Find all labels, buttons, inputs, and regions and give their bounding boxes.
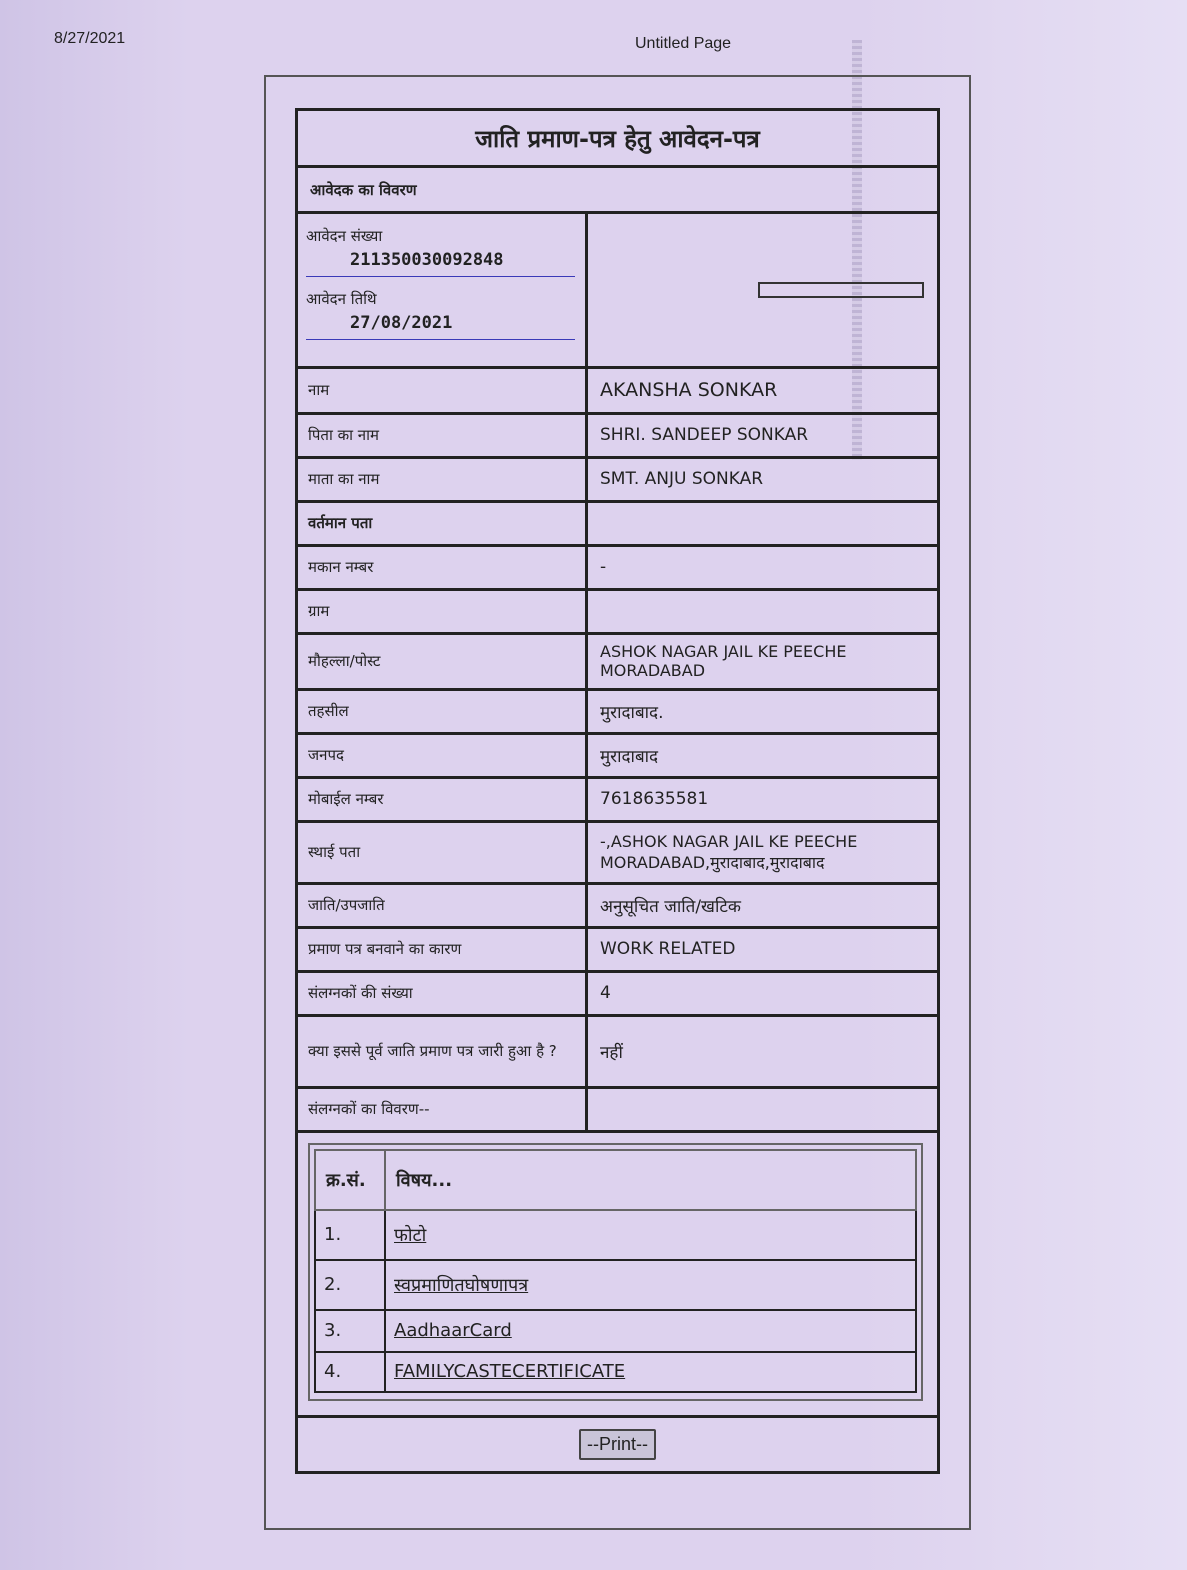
- field-value: नहीं: [587, 1015, 939, 1087]
- field-label: वर्तमान पता: [297, 501, 587, 545]
- divider: [306, 276, 575, 277]
- field-label: मौहल्ला/पोस्ट: [297, 633, 587, 689]
- field-value: [587, 589, 939, 633]
- attachments-header-row: [315, 1150, 916, 1210]
- field-value: [587, 1087, 939, 1131]
- field-value: मुरादाबाद.: [587, 689, 939, 733]
- application-date-label: आवेदन तिथि: [306, 290, 377, 308]
- attachment-row: [315, 1352, 916, 1392]
- print-page-title: Untitled Page: [635, 35, 732, 52]
- divider: [306, 339, 575, 340]
- field-row-reason: [297, 927, 939, 971]
- field-value: ASHOK NAGAR JAIL KE PEECHE MORADABAD: [587, 633, 939, 689]
- field-label: जनपद: [297, 733, 587, 777]
- field-label: तहसील: [297, 689, 587, 733]
- field-label: मकान नम्बर: [297, 545, 587, 589]
- field-row-district: [297, 733, 939, 777]
- field-row-attachment-details: [297, 1087, 939, 1131]
- field-label: प्रमाण पत्र बनवाने का कारण: [297, 927, 587, 971]
- attachment-link-aadhaar-card[interactable]: AadhaarCard: [394, 1320, 512, 1341]
- field-label: संलग्नकों का विवरण--: [297, 1087, 587, 1131]
- field-value: SHRI. SANDEEP SONKAR: [587, 413, 939, 457]
- attachment-serial: 3.: [315, 1310, 385, 1352]
- field-value: अनुसूचित जाति/खटिक: [587, 883, 939, 927]
- field-label: मोबाईल नम्बर: [297, 777, 587, 821]
- application-number-label: आवेदन संख्या: [306, 227, 383, 245]
- field-row-previous-certificate: [297, 1015, 939, 1087]
- field-label: पिता का नाम: [297, 413, 587, 457]
- applicant-fields-table: [295, 369, 940, 1133]
- attachment-cell: [385, 1352, 916, 1392]
- field-label: ग्राम: [297, 589, 587, 633]
- application-details: [298, 214, 588, 366]
- field-row-mobile: [297, 777, 939, 821]
- print-button[interactable]: --Print--: [579, 1429, 656, 1460]
- attachment-cell: [385, 1310, 916, 1352]
- field-row-tehsil: [297, 689, 939, 733]
- attachment-cell: [385, 1210, 916, 1260]
- field-row-mother-name: [297, 457, 939, 501]
- field-label: क्या इससे पूर्व जाति प्रमाण पत्र जारी हुआ है ?: [297, 1015, 587, 1087]
- field-label: जाति/उपजाति: [297, 883, 587, 927]
- attachment-serial: 4.: [315, 1352, 385, 1392]
- attachment-row: [315, 1210, 916, 1260]
- field-row-attachment-count: [297, 971, 939, 1015]
- field-value: [587, 501, 939, 545]
- empty-box: [758, 282, 924, 298]
- field-row-locality: [297, 633, 939, 689]
- caste-certificate-form: [295, 108, 940, 1474]
- attachment-serial: 1.: [315, 1210, 385, 1260]
- print-row: [295, 1418, 940, 1474]
- attachment-serial: 2.: [315, 1260, 385, 1310]
- field-value: -,ASHOK NAGAR JAIL KE PEECHE MORADABAD,मुरादाबाद,मुरादाबाद: [587, 821, 939, 883]
- field-row-current-address: [297, 501, 939, 545]
- attachment-cell: [385, 1260, 916, 1310]
- serial-header: क्र.सं.: [315, 1150, 385, 1210]
- field-row-house-number: [297, 545, 939, 589]
- attachment-row: [315, 1260, 916, 1310]
- attachments-section: [295, 1133, 940, 1418]
- form-title: जाति प्रमाण-पत्र हेतु आवेदन-पत्र: [295, 108, 940, 168]
- field-value: AKANSHA SONKAR: [587, 369, 939, 413]
- subject-header: विषय...: [385, 1150, 916, 1210]
- application-date: 27/08/2021: [350, 313, 453, 333]
- field-label: नाम: [297, 369, 587, 413]
- print-date: 8/27/2021: [54, 30, 126, 47]
- attachment-link-family-caste-certificate[interactable]: FAMILYCASTECERTIFICATE: [394, 1361, 626, 1382]
- field-row-village: [297, 589, 939, 633]
- attachments-table: [314, 1149, 917, 1393]
- field-value: SMT. ANJU SONKAR: [587, 457, 939, 501]
- attachments-box: [308, 1143, 923, 1401]
- field-value: WORK RELATED: [587, 927, 939, 971]
- photo-area: [588, 214, 937, 366]
- field-label: संलग्नकों की संख्या: [297, 971, 587, 1015]
- application-info: [295, 214, 940, 369]
- field-row-permanent-address: [297, 821, 939, 883]
- field-value: मुरादाबाद: [587, 733, 939, 777]
- scan-shade-left: [0, 0, 190, 1570]
- field-row-caste: [297, 883, 939, 927]
- field-value: 4: [587, 971, 939, 1015]
- field-label: माता का नाम: [297, 457, 587, 501]
- section-label: आवेदक का विवरण: [295, 168, 940, 214]
- field-row-name: [297, 369, 939, 413]
- field-row-father-name: [297, 413, 939, 457]
- field-value: -: [587, 545, 939, 589]
- field-label: स्थाई पता: [297, 821, 587, 883]
- application-number: 211350030092848: [350, 250, 504, 270]
- attachment-link-photo[interactable]: फोटो: [394, 1224, 427, 1246]
- attachment-row: [315, 1310, 916, 1352]
- field-value: 7618635581: [587, 777, 939, 821]
- attachment-link-self-declaration[interactable]: स्वप्रमाणितघोषणापत्र: [394, 1274, 529, 1296]
